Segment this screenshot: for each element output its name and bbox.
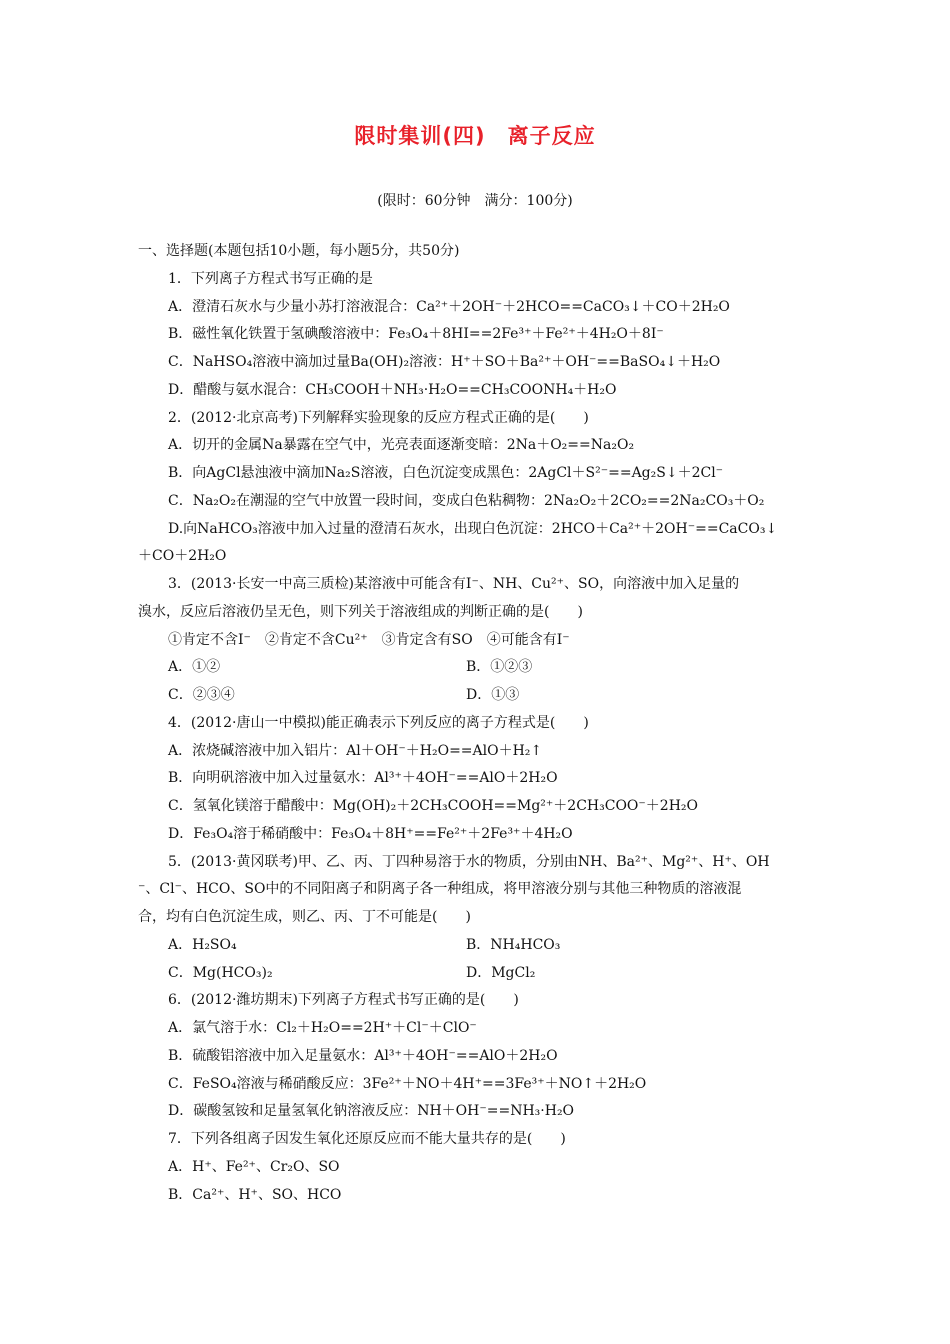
question-6-option-a: A．氯气溶于水：Cl₂＋H₂O==2H⁺＋Cl⁻＋ClO⁻ bbox=[168, 1020, 477, 1036]
question-5-stem-end: 合，均有白色沉淀生成，则乙、丙、丁不可能是( ) bbox=[138, 909, 471, 925]
question-3-options-row-1 bbox=[138, 654, 818, 682]
question-2-option-d-continued: ＋CO＋2H₂O bbox=[138, 548, 227, 565]
question-4-option-b: B．向明矾溶液中加入过量氨水：Al³⁺＋4OH⁻==AlO＋2H₂O bbox=[168, 770, 558, 787]
question-3-option-b: B．①②③ bbox=[466, 659, 533, 676]
question-5-options-row-1 bbox=[138, 932, 818, 960]
question-6-option-d: D．碳酸氢铵和足量氢氧化钠溶液反应：NH＋OH⁻==NH₃·H₂O bbox=[168, 1103, 575, 1120]
question-4-option-c: C．氢氧化镁溶于醋酸中：Mg(OH)₂＋2CH₃COOH==Mg²⁺＋2CH₃COO⁻＋2H₂O bbox=[168, 798, 699, 814]
question-1-option-b: B．磁性氧化铁置于氢碘酸溶液中：Fe₃O₄＋8HI==2Fe³⁺＋Fe²⁺＋4H₂O＋8I⁻ bbox=[168, 326, 664, 343]
question-7-option-b: B．Ca²⁺、H⁺、SO、HCO bbox=[168, 1186, 342, 1203]
question-2-option-a: A．切开的金属Na暴露在空气中，光亮表面逐渐变暗：2Na＋O₂==Na₂O₂ bbox=[168, 437, 635, 454]
question-5-option-c: C．Mg(HCO₃)₂ bbox=[168, 964, 273, 981]
page-title: 限时集训(四) 离子反应 bbox=[354, 124, 596, 148]
question-3-option-a: A．①② bbox=[168, 659, 221, 676]
question-3-option-c: C．②③④ bbox=[168, 687, 235, 703]
question-2-option-d: D.向NaHCO₃溶液中加入过量的澄清石灰水，出现白色沉淀：2HCO＋Ca²⁺＋2OH⁻==CaCO₃↓ bbox=[168, 520, 778, 537]
question-3-statements: ①肯定不含I⁻ ②肯定不含Cu²⁺ ③肯定含有SO ④可能含有I⁻ bbox=[168, 631, 570, 648]
question-6-option-c: C．FeSO₄溶液与稀硝酸反应：3Fe²⁺＋NO＋4H⁺==3Fe³⁺＋NO↑＋2H₂O bbox=[168, 1075, 647, 1092]
question-3-stem: 3．(2013·长安一中高三质检)某溶液中可能含有I⁻、NH、Cu²⁺、SO，向溶液中加入足量的 bbox=[168, 576, 740, 592]
question-1-option-d: D．醋酸与氨水混合：CH₃COOH＋NH₃·H₂O==CH₃COONH₄＋H₂O bbox=[168, 381, 617, 398]
question-2-option-c: C．Na₂O₂在潮湿的空气中放置一段时间，变成白色粘稠物：2Na₂O₂＋2CO₂==2Na₂CO₃＋O₂ bbox=[168, 492, 765, 509]
page-subtitle: (限时：60分钟 满分：100分) bbox=[377, 193, 573, 209]
question-5-stem-continued: ⁻、Cl⁻、HCO、SO中的不同阳离子和阴离子各一种组成，将甲溶液分别与其他三种物质的溶液混 bbox=[138, 881, 742, 898]
question-5-stem: 5．(2013·黄冈联考)甲、乙、丙、丁四种易溶于水的物质，分别由NH、Ba²⁺、Mg²⁺、H⁺、OH bbox=[168, 853, 770, 870]
question-1-option-a: A．澄清石灰水与少量小苏打溶液混合：Ca²⁺＋2OH⁻＋2HCO==CaCO₃↓＋CO＋2H₂O bbox=[168, 298, 730, 315]
section-heading: 一、选择题(本题包括10小题，每小题5分，共50分) bbox=[138, 243, 460, 259]
question-5-option-a: A．H₂SO₄ bbox=[168, 936, 237, 953]
question-1-option-c: C．NaHSO₄溶液中滴加过量Ba(OH)₂溶液：H⁺＋SO＋Ba²⁺＋OH⁻==BaSO₄↓＋H₂O bbox=[168, 354, 721, 370]
question-2-option-b: B．向AgCl悬浊液中滴加Na₂S溶液，白色沉淀变成黑色：2AgCl＋S²⁻==Ag₂S↓＋2Cl⁻ bbox=[168, 465, 724, 481]
question-5-option-b: B．NH₄HCO₃ bbox=[466, 936, 561, 953]
question-5-options-row-2 bbox=[138, 960, 818, 988]
question-3-options-row-2 bbox=[138, 682, 818, 710]
question-body bbox=[138, 238, 818, 1209]
question-5-option-d: D．MgCl₂ bbox=[466, 964, 536, 981]
question-3-stem-continued: 溴水，反应后溶液仍呈无色，则下列关于溶液组成的判断正确的是( ) bbox=[138, 603, 583, 620]
question-6-option-b: B．硫酸铝溶液中加入足量氨水：Al³⁺＋4OH⁻==AlO＋2H₂O bbox=[168, 1047, 558, 1064]
question-7-stem: 7．下列各组离子因发生氧化还原反应而不能大量共存的是( ) bbox=[168, 1131, 566, 1147]
question-4-option-d: D．Fe₃O₄溶于稀硝酸中：Fe₃O₄＋8H⁺==Fe²⁺＋2Fe³⁺＋4H₂O bbox=[168, 825, 573, 842]
question-4-stem: 4．(2012·唐山一中模拟)能正确表示下列反应的离子方程式是( ) bbox=[168, 714, 589, 731]
question-4-option-a: A．浓烧碱溶液中加入铝片：Al＋OH⁻＋H₂O==AlO＋H₂↑ bbox=[168, 742, 543, 759]
question-7-option-a: A．H⁺、Fe²⁺、Cr₂O、SO bbox=[168, 1158, 340, 1175]
question-6-stem: 6．(2012·潍坊期末)下列离子方程式书写正确的是( ) bbox=[168, 992, 519, 1009]
question-2-stem: 2．(2012·北京高考)下列解释实验现象的反应方程式正确的是( ) bbox=[168, 409, 589, 426]
question-1-stem: 1．下列离子方程式书写正确的是 bbox=[168, 270, 373, 287]
question-3-option-d: D．①③ bbox=[466, 687, 520, 703]
